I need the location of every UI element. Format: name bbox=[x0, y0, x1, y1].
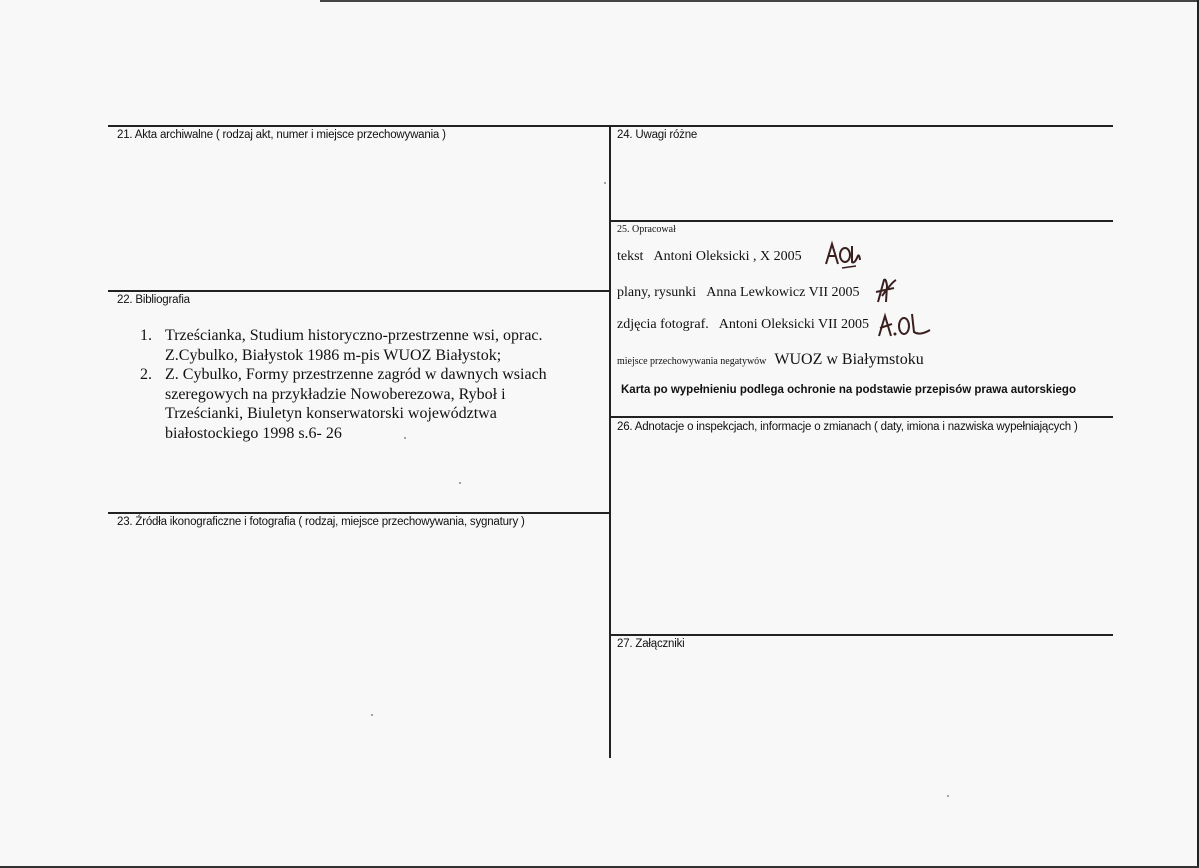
signature-plany-icon bbox=[872, 276, 902, 304]
rule-21 bbox=[108, 125, 611, 127]
section-21-label: 21. Akta archiwalne ( rodzaj akt, numer i miejsce przechowywania ) bbox=[117, 129, 446, 141]
bibliography-list bbox=[140, 326, 610, 443]
list-item-line: Z. Cybulko, Formy przestrzenne zagród w dawnych wsiach bbox=[165, 366, 547, 383]
rule-26 bbox=[611, 416, 1113, 418]
rule-23 bbox=[108, 512, 611, 514]
plany-value: Anna Lewkowicz VII 2005 bbox=[706, 285, 860, 300]
list-item-text bbox=[165, 326, 610, 365]
zdjecia-value: Antoni Oleksicki VII 2005 bbox=[718, 317, 869, 332]
list-item-line: Z.Cybulko, Białystok 1986 m-pis WUOZ Białystok; bbox=[165, 346, 502, 364]
rule-25 bbox=[611, 220, 1113, 222]
section-26-label: 26. Adnotacje o inspekcjach, informacje o zmianach ( daty, imiona i nazwiska wypełniających ) bbox=[617, 421, 1078, 433]
list-item-line: białostockiego 1998 s.6- 26 bbox=[165, 424, 342, 442]
zdjecia-row bbox=[617, 317, 869, 333]
list-item-line: szeregowych na przykładzie Nowoberezowa, Ryboł i bbox=[165, 385, 506, 403]
copyright-notice: Karta po wypełnieniu podlega ochronie na podstawie przepisów prawa autorskiego bbox=[621, 384, 1076, 396]
tekst-label: tekst bbox=[617, 249, 644, 264]
negatywy-row bbox=[617, 351, 924, 369]
plany-label: plany, rysunki bbox=[617, 285, 697, 300]
section-27-label: 27. Załączniki bbox=[617, 638, 685, 650]
list-item-number: 1. bbox=[140, 327, 152, 344]
tekst-row bbox=[617, 249, 802, 265]
scan-speck bbox=[604, 182, 606, 184]
negatywy-value: WUOZ w Białymstoku bbox=[774, 351, 924, 368]
list-item-text bbox=[165, 365, 610, 443]
zdjecia-label: zdjęcia fotograf. bbox=[617, 317, 709, 332]
list-item bbox=[140, 365, 610, 443]
scan-speck bbox=[404, 437, 406, 439]
plany-row bbox=[617, 285, 860, 301]
rule-22 bbox=[108, 290, 611, 292]
list-item-line: Trześcianki, Biuletyn konserwatorski województwa bbox=[165, 405, 497, 422]
rule-27 bbox=[611, 634, 1113, 636]
scan-speck bbox=[459, 482, 461, 484]
section-23-label: 23. Źródła ikonograficzne i fotografia ( rodzaj, miejsce przechowywania, sygnatury ) bbox=[117, 516, 525, 528]
scan-speck bbox=[947, 795, 949, 797]
scan-speck bbox=[371, 714, 373, 716]
tekst-value: Antoni Oleksicki , X 2005 bbox=[653, 249, 802, 264]
section-25-label: 25. Opracował bbox=[617, 224, 676, 235]
section-24-label: 24. Uwagi różne bbox=[617, 129, 698, 141]
list-item-number: 2. bbox=[140, 366, 152, 383]
signature-tekst-icon bbox=[822, 240, 872, 270]
signature-zdjecia-icon bbox=[876, 310, 932, 342]
top-edge bbox=[320, 0, 1199, 2]
rule-24 bbox=[611, 125, 1113, 127]
negatywy-label: miejsce przechowywania negatywów bbox=[617, 356, 767, 367]
list-item bbox=[140, 326, 610, 365]
section-22-label: 22. Bibliografia bbox=[117, 294, 190, 306]
list-item-line: Trześcianka, Studium historyczno-przestrzenne wsi, oprac. bbox=[165, 327, 543, 344]
